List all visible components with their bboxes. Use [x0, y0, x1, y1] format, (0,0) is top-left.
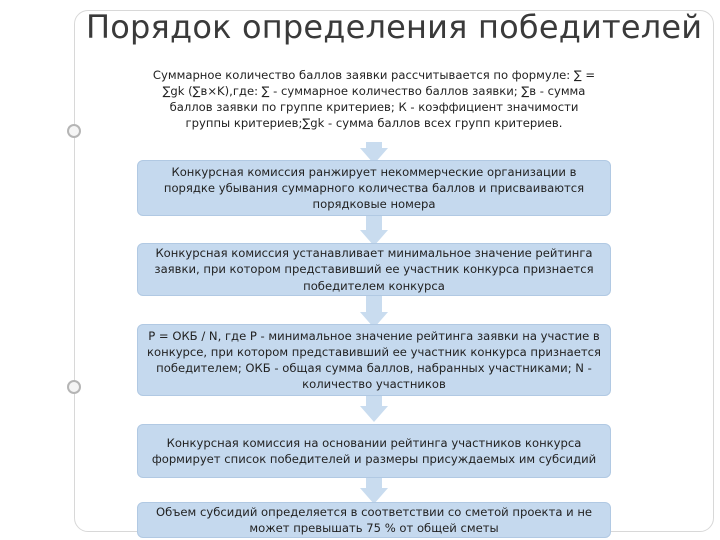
- step-box-rating-formula: [137, 324, 611, 396]
- step-text: Конкурсная комиссия на основании рейтинга участников конкурса формирует список победителей и размеры присуждаемых им субсидий: [151, 435, 597, 466]
- step-box-winners-list: [137, 424, 611, 478]
- step-box-min-rating: [137, 243, 611, 296]
- step-box-formula: [137, 56, 611, 142]
- slide-title: Порядок определения победителей: [86, 8, 703, 46]
- step-text: Объем субсидий определяется в соответствии со сметой проекта и не может превышать 75 % от общей сметы: [155, 504, 593, 535]
- binder-ring-icon: [67, 380, 81, 394]
- step-text: Конкурсная комиссия ранжирует некоммерческие организации в порядке убывания суммарного количества баллов и присваиваются порядковые номера: [163, 164, 585, 212]
- step-box-subsidy-volume: [137, 502, 611, 538]
- step-text: Конкурсная комиссия устанавливает минимальное значение рейтинга заявки, при котором представивший ее участник конкурса признается победителем конкурса: [154, 246, 594, 293]
- down-arrow-icon: [360, 406, 388, 422]
- step-box-ranking: [137, 160, 611, 216]
- step-text: Суммарное количество баллов заявки рассчитывается по формуле: ∑ = ∑gk (∑в×K),где: ∑ - суммарное количество баллов заявки; ∑в - сумма баллов заявки по группе критериев; К - коэффициент значимости группы критериев;∑gk - сумма баллов всех групп критериев.: [152, 67, 596, 131]
- step-text: Р = ОКБ / N, где Р - минимальное значение рейтинга заявки на участие в конкурсе, при котором представивший ее участник конкурса признается победителем; ОКБ - общая сумма баллов, набранных участниками; N - количество участников: [147, 328, 601, 392]
- binder-ring-icon: [67, 124, 81, 138]
